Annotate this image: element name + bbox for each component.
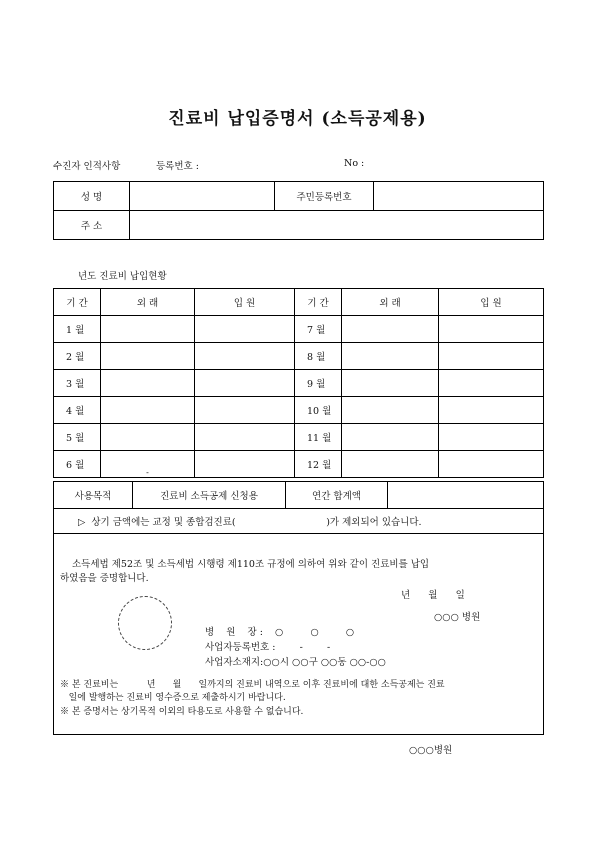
- rrn-label: 주민등록번호: [275, 182, 374, 211]
- cert-hospital: ○○○ 병원: [434, 612, 481, 623]
- purpose-value: 진료비 소득공제 신청용: [133, 482, 286, 509]
- cert-line-1: 소득세법 제52조 및 소득세법 시행령 제110조 규정에 의하여 위와 같이 진료비를 납입: [72, 559, 430, 570]
- amount-cell[interactable]: [342, 370, 439, 397]
- biz-address-line: 사업자소재지:○○시 ○○구 ○○동 ○○-○○: [205, 657, 386, 668]
- month-label: 2 월: [54, 343, 101, 370]
- month-label: 8 월: [295, 343, 342, 370]
- biz-reg-no-line: 사업자등록번호 : - -: [205, 642, 331, 653]
- month-label: 10 월: [295, 397, 342, 424]
- table-row: [54, 316, 544, 343]
- status-heading: 년도 진료비 납입현황: [78, 271, 167, 282]
- amount-cell[interactable]: [195, 316, 295, 343]
- seal-placeholder: [118, 596, 172, 650]
- exclusion-note: ▷ 상기 금액에는 교정 및 종합검진료( )가 제외되어 있습니다.: [78, 517, 422, 528]
- amount-cell[interactable]: [195, 343, 295, 370]
- amount-cell[interactable]: [439, 424, 544, 451]
- month-label: 7 월: [295, 316, 342, 343]
- amount-cell[interactable]: [101, 424, 195, 451]
- director-line: 병 원 장 : ○ ○ ○: [205, 627, 355, 638]
- amount-cell[interactable]: [439, 370, 544, 397]
- monthly-table: [53, 288, 544, 478]
- usage-table: [53, 481, 544, 509]
- amount-cell[interactable]: [195, 397, 295, 424]
- address-field[interactable]: [130, 211, 544, 240]
- amount-cell[interactable]: [101, 397, 195, 424]
- page-title: 진료비 납입증명서 (소득공제용): [168, 109, 427, 129]
- amount-cell[interactable]: [195, 424, 295, 451]
- amount-cell[interactable]: [439, 343, 544, 370]
- annual-total-label: 연간 합계액: [286, 482, 388, 509]
- header-inpatient-left: 입 원: [195, 289, 295, 316]
- cert-date: 년 월 일: [401, 590, 465, 601]
- note-1a: ※ 본 진료비는 년 월 일까지의 진료비 내역으로 이후 진료비에 대한 소득공제는 진료: [60, 680, 445, 690]
- amount-cell[interactable]: [342, 397, 439, 424]
- month-label: 4 월: [54, 397, 101, 424]
- month-label: 1 월: [54, 316, 101, 343]
- table-row: [54, 424, 544, 451]
- recipient-heading: 수진자 인적사항: [53, 161, 121, 172]
- amount-cell[interactable]: [101, 316, 195, 343]
- address-label: 주 소: [54, 211, 130, 240]
- name-label: 성 명: [54, 182, 130, 211]
- month-label: 11 월: [295, 424, 342, 451]
- amount-cell[interactable]: [439, 397, 544, 424]
- rrn-field[interactable]: [374, 182, 544, 211]
- annual-total-field[interactable]: [388, 482, 544, 509]
- month-label: 6 월: [54, 451, 101, 478]
- amount-cell[interactable]: [101, 370, 195, 397]
- amount-cell[interactable]: [101, 343, 195, 370]
- name-field[interactable]: [130, 182, 275, 211]
- amount-cell[interactable]: [342, 316, 439, 343]
- amount-cell[interactable]: -: [101, 451, 195, 478]
- footer-hospital: ○○○병원: [409, 745, 453, 756]
- monthly-header-row: [54, 289, 544, 316]
- reg-no-label: 등록번호 :: [156, 161, 199, 172]
- recipient-table: [53, 181, 544, 240]
- header-outpatient-left: 외 래: [101, 289, 195, 316]
- amount-cell[interactable]: [342, 343, 439, 370]
- month-label: 3 월: [54, 370, 101, 397]
- no-label: No :: [344, 158, 365, 169]
- amount-cell[interactable]: [342, 451, 439, 478]
- cert-line-2: 하였음을 증명합니다.: [60, 573, 149, 584]
- table-row: [54, 397, 544, 424]
- month-label: 12 월: [295, 451, 342, 478]
- header-period-left: 기 간: [54, 289, 101, 316]
- amount-cell[interactable]: [195, 451, 295, 478]
- header-period-right: 기 간: [295, 289, 342, 316]
- amount-cell[interactable]: [439, 451, 544, 478]
- amount-cell[interactable]: [195, 370, 295, 397]
- month-label: 9 월: [295, 370, 342, 397]
- exclusion-note-box: [53, 507, 544, 534]
- table-row: [54, 370, 544, 397]
- note-1b: 일에 발행하는 진료비 영수증으로 제출하시기 바랍니다.: [60, 693, 286, 703]
- note-2: ※ 본 증명서는 상기목적 이외의 타용도로 사용할 수 없습니다.: [60, 707, 304, 717]
- table-row: [54, 343, 544, 370]
- amount-cell[interactable]: [439, 316, 544, 343]
- header-outpatient-right: 외 래: [342, 289, 439, 316]
- month-label: 5 월: [54, 424, 101, 451]
- table-row: [54, 451, 544, 478]
- amount-cell[interactable]: [342, 424, 439, 451]
- purpose-label: 사용목적: [54, 482, 133, 509]
- header-inpatient-right: 입 원: [439, 289, 544, 316]
